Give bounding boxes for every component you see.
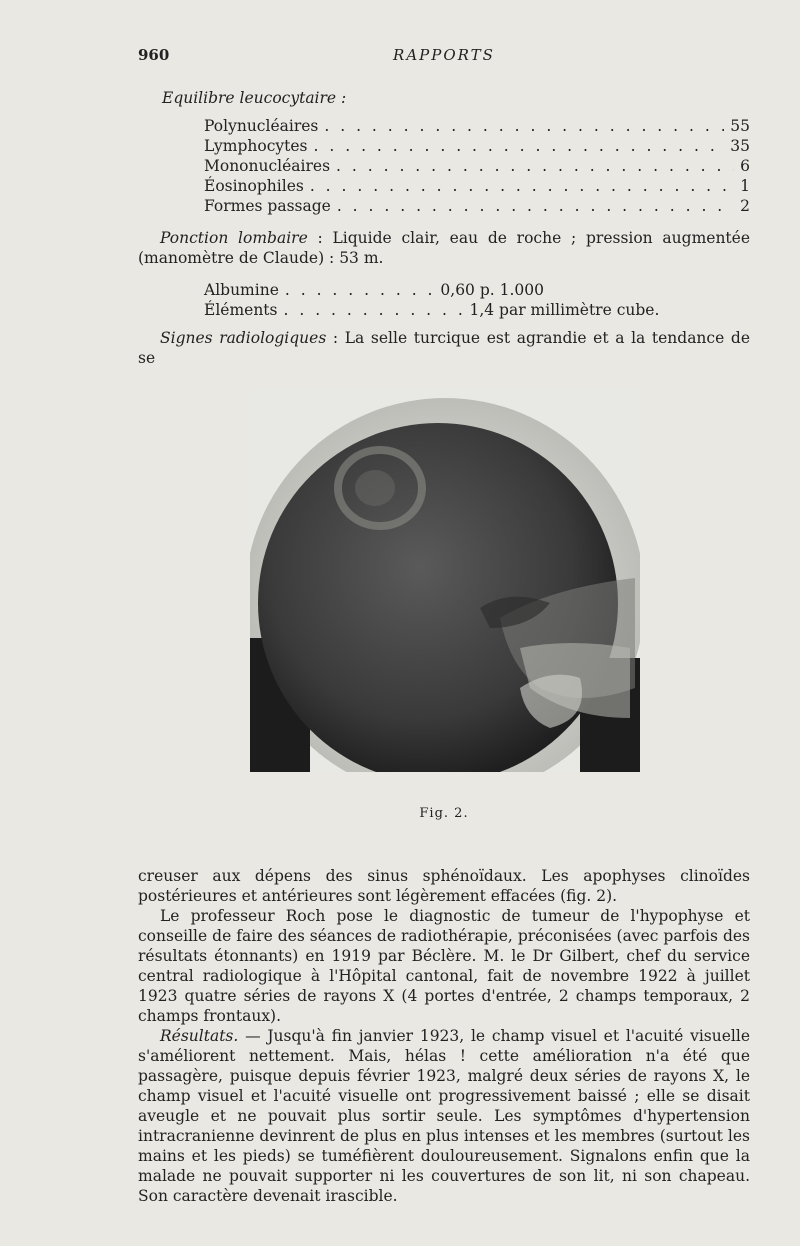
page-header bbox=[138, 46, 750, 66]
leucocyte-row bbox=[204, 176, 750, 196]
signes-text: : La selle turcique est agrandie et a la tendance de se bbox=[138, 329, 750, 367]
ponction-label: Ponction lombaire bbox=[160, 229, 308, 247]
paragraph: creuser aux dépens des sinus sphénoïdaux. Les apophyses clinoïdes postérieures et antérieures sont légèrement effacées (fig. 2). bbox=[138, 867, 750, 905]
leucocyte-row bbox=[204, 196, 750, 216]
row-value: 2 bbox=[740, 197, 750, 215]
row-label: Formes passage bbox=[204, 197, 331, 215]
row-value: 35 bbox=[730, 137, 750, 155]
paragraph: Le professeur Roch pose le diagnostic de tumeur de l'hypophyse et conseille de faire des séances de radiothérapie, préconisées (avec parfois des résultats étonnants) en 1919 par Béclère. M. le Dr Gilbert, chef du service central radiologique à l'Hôpital cantonal, fait de novembre 1922 à juillet 1923 quatre séries de rayons X (4 portes d'entrée, 2 champs temporaux, 2 champs frontaux). bbox=[138, 907, 750, 1025]
row-value: 1 bbox=[740, 177, 750, 195]
radiograph-figure bbox=[250, 388, 640, 772]
row-label: Éléments bbox=[204, 301, 278, 319]
row-label: Éosinophiles bbox=[204, 177, 304, 195]
leucocyte-table bbox=[138, 116, 750, 216]
ponction-row bbox=[138, 300, 684, 320]
figure-caption: Fig. 2. bbox=[419, 806, 469, 821]
leucocyte-row bbox=[204, 156, 750, 176]
row-value: 55 bbox=[730, 117, 750, 135]
resultats-label: Résultats. bbox=[160, 1027, 239, 1045]
ponction-table bbox=[138, 280, 750, 320]
paragraph bbox=[138, 1026, 750, 1206]
signes-paragraph bbox=[138, 328, 750, 368]
row-value: 6 bbox=[740, 157, 750, 175]
ponction-text: : Liquide clair, eau de roche ; pression augmentée (manomètre de Claude) : 53 m. bbox=[138, 229, 750, 267]
row-label: Mononucléaires bbox=[204, 157, 331, 175]
row-label: Lymphocytes bbox=[204, 137, 308, 155]
resultats-text: — Jusqu'à fin janvier 1923, le champ visuel et l'acuité visuelle s'améliorent nettement. Mais, hélas ! cette amélioration n'a été que passagère, puisque depuis février 1923, malgré deux séries de rayons X, le champ visuel et l'acuité visuelle ont progressivement baissé ; elle se disait aveugle et ne pouvait plus sortir seule. Les symptômes d'hypertension intracranienne devinrent de plus en plus intenses et les membres (surtout les mains et les pieds) se tuméfièrent douloureusement. Signalons enfin que la malade ne pouvait supporter ni les couvertures de son lit, ni son chapeau. Son caractère devenait irascible. bbox=[138, 1027, 750, 1205]
row-label: Polynucléaires bbox=[204, 117, 319, 135]
skull-radiograph bbox=[250, 388, 640, 772]
leucocyte-row bbox=[204, 116, 750, 136]
ponction-paragraph bbox=[138, 228, 750, 268]
row-label: Albumine bbox=[204, 281, 279, 299]
leucocyte-heading: Equilibre leucocytaire : bbox=[162, 89, 347, 107]
running-head: RAPPORTS bbox=[393, 46, 495, 64]
ponction-row bbox=[138, 280, 544, 300]
leucocyte-section bbox=[138, 88, 750, 216]
row-value: 1,4 par millimètre cube. bbox=[469, 301, 660, 319]
signes-label: Signes radiologiques bbox=[160, 329, 327, 347]
row-value: 0,60 p. 1.000 bbox=[440, 281, 544, 299]
body-text bbox=[138, 866, 750, 1206]
page-number: 960 bbox=[138, 46, 170, 64]
leucocyte-row bbox=[204, 136, 750, 156]
